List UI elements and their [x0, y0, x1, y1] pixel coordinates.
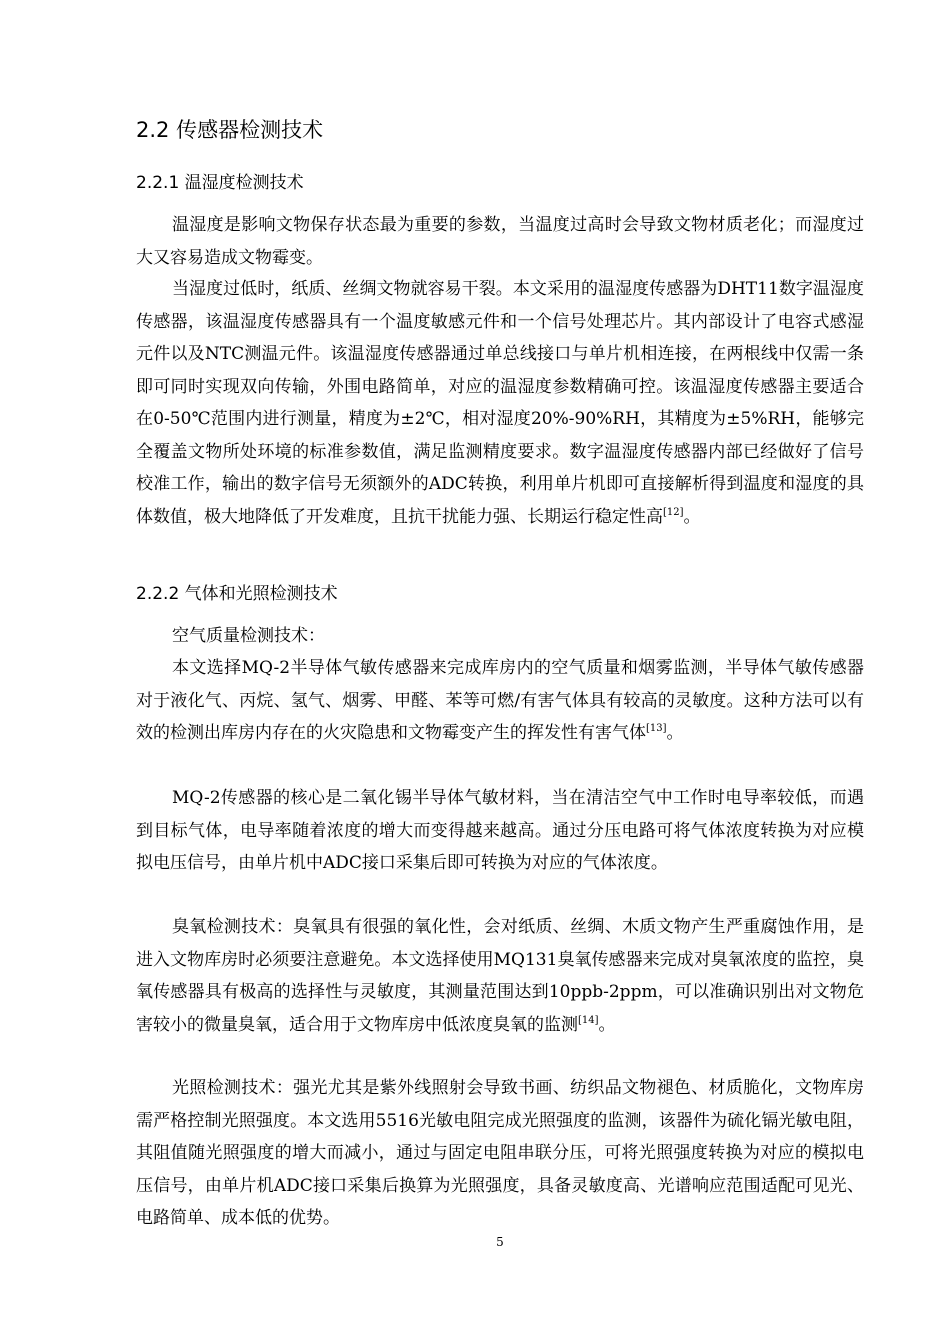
citation-ref: [14]: [578, 1014, 599, 1026]
section-heading: 2.2 传感器检测技术: [136, 118, 324, 142]
paragraph-intro-temperature-humidity: 温湿度是影响文物保存状态最为重要的参数，当温度过高时会导致文物材质老化；而湿度过大又容易造成文物霉变。: [136, 215, 864, 268]
paragraph-air-quality-label: 空气质量检测技术：: [172, 626, 325, 646]
page-number: 5: [496, 1235, 504, 1249]
paragraph-ozone-detection: 臭氧检测技术：臭氧具有很强的氧化性，会对纸质、丝绸、木质文物产生严重腐蚀作用，是进入文物库房时必须要注意避免。本文选择使用MQ131臭氧传感器来完成对臭氧浓度的监控，臭氧传感器具有极高的选择性与灵敏度，其测量范围达到10ppb-2ppm，可以准确识别出对文物危害较小的微量臭氧，适合用于文物库房中低浓度臭氧的监测[14]。: [136, 917, 864, 1035]
subsection-heading-gas-light: 2.2.2 气体和光照检测技术: [136, 584, 338, 604]
paragraph-mq2-principle: MQ-2传感器的核心是二氧化锡半导体气敏材料，当在清洁空气中工作时电导率较低，而遇到目标气体，电导率随着浓度的增大而变得越来越高。通过分压电路可将气体浓度转换为对应模拟电压信号，由单片机中ADC接口采集后即可转换为对应的气体浓度。: [136, 788, 864, 873]
paragraph-dht11-sensor: 当湿度过低时，纸质、丝绸文物就容易干裂。本文采用的温湿度传感器为DHT11数字温湿度传感器，该温湿度传感器具有一个温度敏感元件和一个信号处理芯片。其内部设计了电容式感湿元件以及NTC测温元件。该温湿度传感器通过单总线接口与单片机相连接，在两根线中仅需一条即可同时实现双向传输，外围电路简单，对应的温湿度参数精确可控。该温湿度传感器主要适合在0-50℃范围内进行测量，精度为±2℃，相对湿度20%-90%RH，其精度为±5%RH，能够完全覆盖文物所处环境的标准参数值，满足监测精度要求。数字温湿度传感器内部已经做好了信号校准工作，输出的数字信号无须额外的ADC转换，利用单片机即可直接解析得到温度和湿度的具体数值，极大地降低了开发难度，且抗干扰能力强、长期运行稳定性高[12]。: [136, 279, 864, 527]
citation-ref: [12]: [663, 506, 684, 518]
citation-ref: [13]: [646, 723, 667, 734]
subsection-heading-temperature-humidity: 2.2.1 温湿度检测技术: [136, 173, 304, 193]
paragraph-light-detection: 光照检测技术：强光尤其是紫外线照射会导致书画、纺织品文物褪色、材质脆化，文物库房需严格控制光照强度。本文选用5516光敏电阻完成光照强度的监测，该器件为硫化镉光敏电阻，其阻值随光照强度的增大而减小，通过与固定电阻串联分压，可将光照强度转换为对应的模拟电压信号，由单片机ADC接口采集后换算为光照强度，具备灵敏度高、光谱响应范围适配可见光、电路简单、成本低的优势。: [136, 1078, 864, 1228]
paragraph-mq2-selection: 本文选择MQ-2半导体气敏传感器来完成库房内的空气质量和烟雾监测，半导体气敏传感器对于液化气、丙烷、氢气、烟雾、甲醛、苯等可燃/有害气体具有较高的灵敏度。这种方法可以有效的检测出库房内存在的火灾隐患和文物霉变产生的挥发性有害气体[13]。: [136, 658, 864, 743]
